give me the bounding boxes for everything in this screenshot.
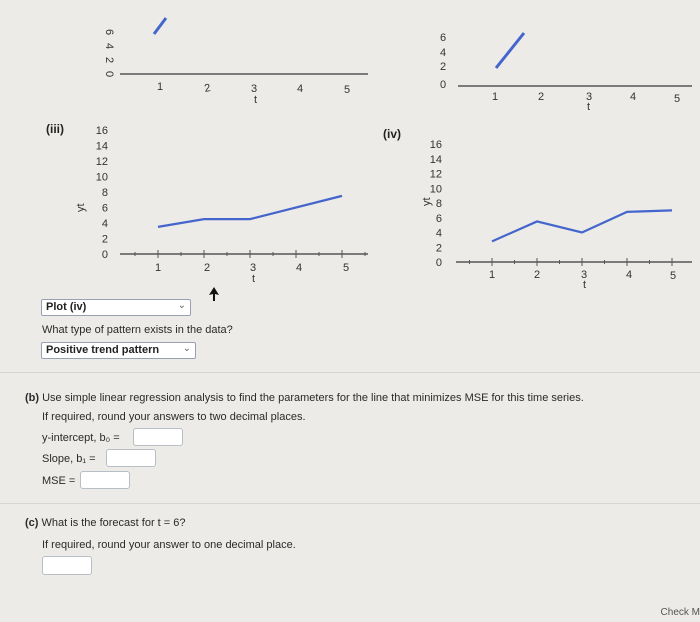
y-axis-label: yt — [75, 203, 87, 212]
chevron-down-icon: ⌄ — [177, 300, 186, 311]
y-tick: 6 — [435, 212, 442, 225]
slope-label: Slope, b₁ = — [42, 453, 96, 465]
x-tick: 3 — [586, 91, 593, 103]
x-tick: 1 — [157, 81, 164, 93]
question-b-rounding: If required, round your answers to two decimal places. — [42, 411, 306, 423]
y-tick: 0 — [103, 71, 115, 78]
plot-iii-label: (iii) — [46, 122, 64, 136]
x-tick: 5 — [344, 84, 351, 96]
section-divider — [0, 372, 700, 373]
x-tick: 5 — [343, 262, 350, 274]
check-button[interactable]: Check M — [660, 607, 700, 618]
y-tick: 8 — [435, 198, 442, 210]
x-axis-label: t — [583, 279, 587, 291]
section-divider — [0, 503, 700, 504]
y-tick-labels — [96, 125, 108, 261]
series-line — [158, 196, 342, 227]
top-left-partial-plot — [0, 0, 380, 106]
y-tick: 4 — [101, 218, 108, 230]
x-tick: 1 — [155, 262, 162, 274]
y-tick: 6 — [440, 32, 447, 44]
y-tick: 0 — [435, 257, 442, 269]
y-tick: 4 — [440, 47, 447, 59]
x-tick: 5 — [674, 93, 681, 105]
question-c-rounding: If required, round your answer to one decimal place. — [42, 539, 296, 551]
x-tick: 3 — [251, 83, 258, 95]
y-axis-label: yt — [421, 197, 433, 206]
question-c-prompt: (c) What is the forecast for t = 6? — [25, 517, 186, 529]
plot-iii-chart — [70, 120, 380, 290]
plot-select[interactable] — [41, 299, 191, 316]
y-tick: 8 — [101, 187, 108, 199]
y-tick: 16 — [95, 125, 108, 137]
x-tick: 4 — [297, 83, 304, 95]
x-tick: 4 — [630, 91, 637, 103]
x-tick: 2 — [203, 82, 212, 95]
plot-iv-label: (iv) — [383, 127, 401, 141]
mse-label: MSE = — [42, 475, 76, 487]
mse-input[interactable] — [80, 471, 130, 489]
x-axis-label: t — [254, 94, 258, 106]
y-tick: 4 — [435, 227, 442, 240]
x-axis-label: t — [587, 101, 591, 113]
x-tick: 1 — [489, 269, 496, 281]
pattern-question: What type of pattern exists in the data? — [42, 324, 233, 336]
y-tick: 6 — [101, 202, 108, 215]
x-tick: 2 — [534, 269, 541, 281]
y-tick: 16 — [429, 139, 442, 151]
top-right-partial-plot — [400, 0, 700, 112]
slope-input[interactable] — [106, 449, 156, 467]
series-line — [154, 18, 166, 34]
intercept-label: y-intercept, b₀ = — [42, 432, 120, 444]
plot-select-value: Plot (iv) — [46, 301, 87, 313]
x-tick: 5 — [670, 270, 677, 282]
intercept-input[interactable] — [133, 428, 183, 446]
pattern-select[interactable] — [41, 342, 196, 359]
y-tick: 0 — [101, 249, 108, 261]
y-tick: 2 — [101, 233, 108, 246]
x-tick: 4 — [296, 262, 303, 274]
y-tick: 2 — [435, 242, 442, 255]
mouse-cursor-icon — [208, 287, 220, 301]
x-tick: 2 — [204, 262, 211, 274]
chevron-down-icon: ⌄ — [182, 343, 191, 354]
y-tick: 12 — [429, 168, 442, 181]
forecast-input[interactable] — [42, 556, 92, 575]
pattern-select-value: Positive trend pattern — [46, 344, 160, 356]
y-tick: 2 — [440, 61, 447, 73]
y-tick: 10 — [429, 183, 442, 196]
y-tick: 14 — [429, 153, 442, 166]
series-line — [492, 210, 672, 241]
series-line — [496, 33, 524, 68]
x-tick: 3 — [581, 269, 588, 281]
x-tick: 3 — [250, 262, 257, 274]
y-tick: 4 — [103, 43, 115, 50]
y-tick: 2 — [103, 57, 115, 64]
x-tick: 1 — [492, 91, 499, 103]
x-tick: 4 — [626, 269, 633, 281]
x-axis-label: t — [252, 273, 256, 285]
question-b-prompt: (b) Use simple linear regression analysis to find the parameters for the line that minimizes MSE for this time series. — [25, 392, 584, 404]
y-tick: 0 — [440, 79, 447, 91]
y-tick: 12 — [95, 156, 108, 168]
y-tick: 10 — [95, 171, 108, 184]
y-tick: 14 — [95, 140, 108, 153]
plot-iv-chart — [406, 128, 700, 298]
y-tick: 6 — [103, 29, 115, 36]
x-tick: 2 — [538, 91, 545, 103]
